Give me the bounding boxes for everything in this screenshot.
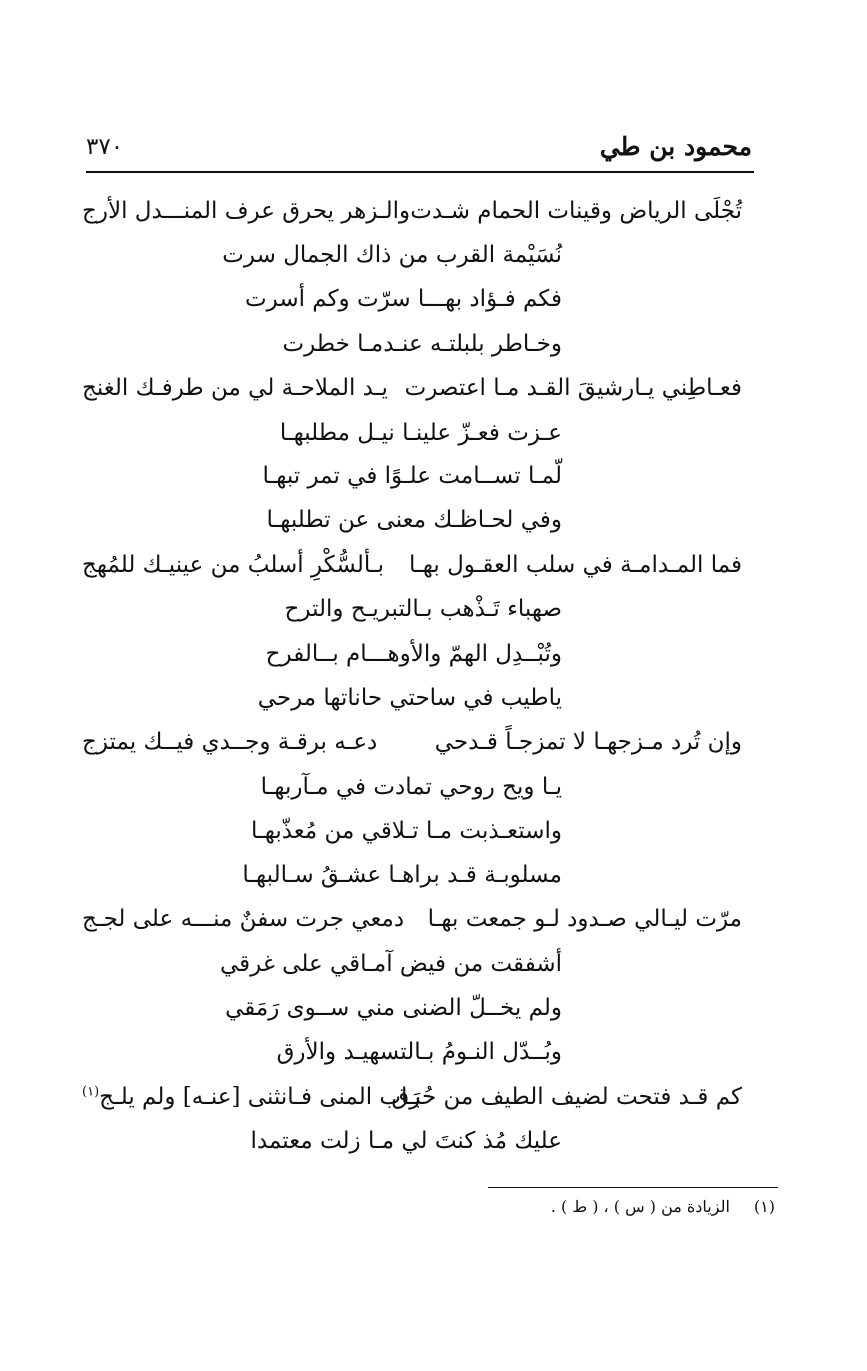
page-number: ٣٧٠ — [86, 134, 124, 160]
footnote-text: الزيادة من ( س ) ، ( ط ) . — [550, 1197, 730, 1216]
footnote-number: (١) — [753, 1197, 775, 1216]
refrain-line: وخـاطر بلبلتـه عنـدمـا خطرت — [282, 331, 562, 357]
refrain-line: ولم يخــلّ الضنى مني ســوى رَمَقي — [225, 995, 562, 1021]
verse-hemistich-left: دعـه برقـة وجــدي فيــك يمتزج — [82, 729, 378, 755]
verse-hemistich-left: دمعي جرت سفنٌ منـــه على لجـج — [82, 906, 405, 932]
refrain-line: عليك مُذ كنتَ لي مـا زلت معتمدا — [250, 1128, 562, 1154]
verse-hemistich-left-text: بـاب المنى فـانثنى [عنـه] ولم يلـج — [99, 1084, 422, 1110]
verse-hemistich-right: فعـاطِني يـارشيقَ القـد مـا اعتصرت — [404, 375, 742, 401]
refrain-line: فكم فـؤاد بهـــا سرّت وكم أسرت — [244, 286, 562, 312]
verse-hemistich-left — [82, 1082, 421, 1112]
refrain-line: واستعـذبت مـا تـلاقي من مُعذّبهـا — [250, 818, 562, 844]
refrain-line: وتُبْــدِل الهمّ والأوهـــام بــالفرح — [265, 641, 562, 667]
refrain-line: لّمـا تســامت علـوًا في تمر تبهـا — [262, 463, 562, 489]
verse-hemistich-left: بـألسُّكْرِ أسلبُ من عينيـك للمُهج — [82, 552, 385, 578]
refrain-line: وفي لحـاظـك معنى عن تطلبهـا — [266, 507, 562, 533]
footnote-rule — [488, 1187, 778, 1188]
footnote — [551, 1197, 775, 1216]
refrain-line: يـا ويح روحي تمادت في مـآربهـا — [260, 774, 562, 800]
refrain-line: وبُــدّل النـومُ بـالتسهيـد والأرق — [276, 1039, 562, 1065]
running-head-author: محمود بن طي — [599, 132, 752, 161]
verse-hemistich-right: كم قـد فتحت لضيف الطيف من حُرَق — [391, 1084, 742, 1110]
verse-hemistich-right: تُجْلَى الرياض وقينات الحمام شـدت — [410, 198, 742, 224]
refrain-line: مسلوبـة قـد براهـا عشـقُ سـالبهـا — [242, 862, 562, 888]
refrain-line: صهباء تَـذْهب بـالتبريـح والترح — [284, 596, 562, 622]
footnote-reference[interactable]: (١) — [82, 1084, 100, 1100]
verse-hemistich-left: يـد الملاحـة لي من طرفـك الغنج — [82, 375, 388, 401]
refrain-line: أشفقت من فيض آمـاقي على غرقي — [219, 951, 562, 977]
refrain-line: ياطيب في ساحتي حاناتها مرحي — [257, 685, 562, 711]
refrain-line: نُسَيْمة القرب من ذاك الجمال سرت — [222, 242, 562, 268]
verse-hemistich-left: والـزهر يحرق عرف المنـــدل الأرج — [82, 198, 411, 224]
refrain-line: عـزت فعـزّ علينـا نيـل مطلبهـا — [279, 420, 562, 446]
verse-hemistich-right: وإن تُرد مـزجهـا لا تمزجـاً قـدحي — [434, 729, 742, 755]
verse-hemistich-right: فما المـدامـة في سلب العقـول بهـا — [409, 552, 742, 578]
verse-hemistich-right: مرّت ليـالي صـدود لـو جمعت بهـا — [427, 906, 742, 932]
